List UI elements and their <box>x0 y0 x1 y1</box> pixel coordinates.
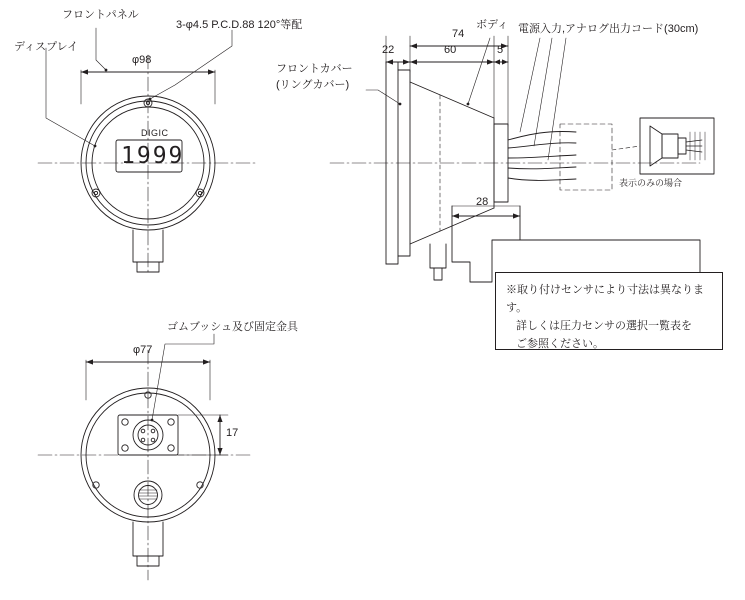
label-front-cover-1: フロントカバー <box>276 63 353 75</box>
dim-d98: φ98 <box>132 54 152 66</box>
leader-front-panel <box>96 28 106 70</box>
dim-d98-arrow-right <box>208 69 215 74</box>
leader-cord-1 <box>520 38 540 132</box>
label-bush: ゴムブッシュ及び固定金具 <box>167 321 299 333</box>
leader-front-panel-dot <box>105 69 108 72</box>
dim-d98-arrow-left <box>81 69 88 74</box>
leader-holes-dot <box>149 98 152 101</box>
dim-17-arrow-top <box>217 415 222 422</box>
dim-d77: φ77 <box>133 344 153 356</box>
leader-body <box>468 38 490 104</box>
dim-22: 22 <box>382 44 395 56</box>
note-box <box>495 272 723 350</box>
leader-body-dot <box>467 103 470 106</box>
detail-wires <box>686 140 702 152</box>
display-value: 1999 <box>121 143 185 169</box>
bush-hole-4 <box>151 438 155 442</box>
label-front-cover-2: (リングカバー) <box>276 79 350 91</box>
detail-cap <box>678 138 686 154</box>
bracket-screw-tr <box>168 419 174 425</box>
leader-cord-3 <box>548 38 566 160</box>
dim-5-arrow-right <box>502 59 508 64</box>
leader-display <box>46 48 95 146</box>
dim-5-arrow-left <box>494 59 500 64</box>
dim-28: 28 <box>476 196 489 208</box>
cord-1 <box>508 131 576 140</box>
label-body: ボディ <box>476 19 509 31</box>
mount-hole-right <box>196 189 204 197</box>
detail-cover <box>650 126 662 166</box>
bracket-screw-br <box>168 445 174 451</box>
label-cord: 電源入力,アナログ出力コード(30cm) <box>518 23 699 35</box>
dim-60-arrow-left <box>410 59 417 64</box>
display-brand: DIGIC <box>141 128 169 138</box>
dim-d77-arrow-left <box>86 359 93 364</box>
dim-28-arrow-left <box>452 213 459 218</box>
dim-28-arrow-right <box>513 213 520 218</box>
leader-bush <box>152 334 214 420</box>
dim-5: 5 <box>497 44 504 56</box>
leader-front-cover <box>366 90 400 104</box>
detail-body <box>662 134 678 158</box>
dim-60: 60 <box>444 44 457 56</box>
cord-2 <box>508 143 576 148</box>
dim-17-arrow-bottom <box>217 448 222 455</box>
dim-74: 74 <box>452 28 465 40</box>
dim-22-arrow-right <box>403 59 410 64</box>
dim-22-arrow-left <box>386 59 393 64</box>
leader-bush-dot <box>151 419 154 422</box>
bush-hole-2 <box>151 429 155 433</box>
leader-display-dot <box>94 145 97 148</box>
leader-holes <box>150 30 232 99</box>
bracket-screw-bl <box>122 445 128 451</box>
detail-link <box>612 146 640 150</box>
cord-5 <box>508 178 576 180</box>
label-holes: 3-φ4.5 P.C.D.88 120°等配 <box>176 19 303 31</box>
side-stem-tip <box>434 268 442 280</box>
label-front-panel: フロントパネル <box>62 9 139 21</box>
side-stem <box>430 244 446 268</box>
cord-detail-box <box>560 124 612 190</box>
label-display: ディスプレイ <box>14 41 79 53</box>
dim-d77-arrow-right <box>203 359 210 364</box>
note-line-3: ご参照ください。 <box>516 338 604 350</box>
bush-hole-1 <box>141 429 145 433</box>
mount-hole-left-center <box>94 191 97 194</box>
bush-hole-3 <box>141 438 145 442</box>
leader-front-cover-dot <box>399 103 402 106</box>
note-line-1: ※取り付けセンサにより寸法は異なります。 <box>506 284 704 314</box>
dim-60-arrow-right <box>487 59 494 64</box>
note-line-2: 詳しくは圧力センサの選択一覧表を <box>516 320 692 332</box>
side-body-top <box>410 82 494 118</box>
label-display-only: 表示のみの場合 <box>619 178 683 188</box>
side-bracket <box>452 206 520 282</box>
dim-17: 17 <box>226 427 239 439</box>
dim-74-arrow-left <box>410 43 417 48</box>
cord-4 <box>508 167 576 169</box>
bracket-screw-tl <box>122 419 128 425</box>
mount-hole-left <box>92 189 100 197</box>
mount-hole-right-center <box>198 191 201 194</box>
cord-3 <box>508 155 576 158</box>
